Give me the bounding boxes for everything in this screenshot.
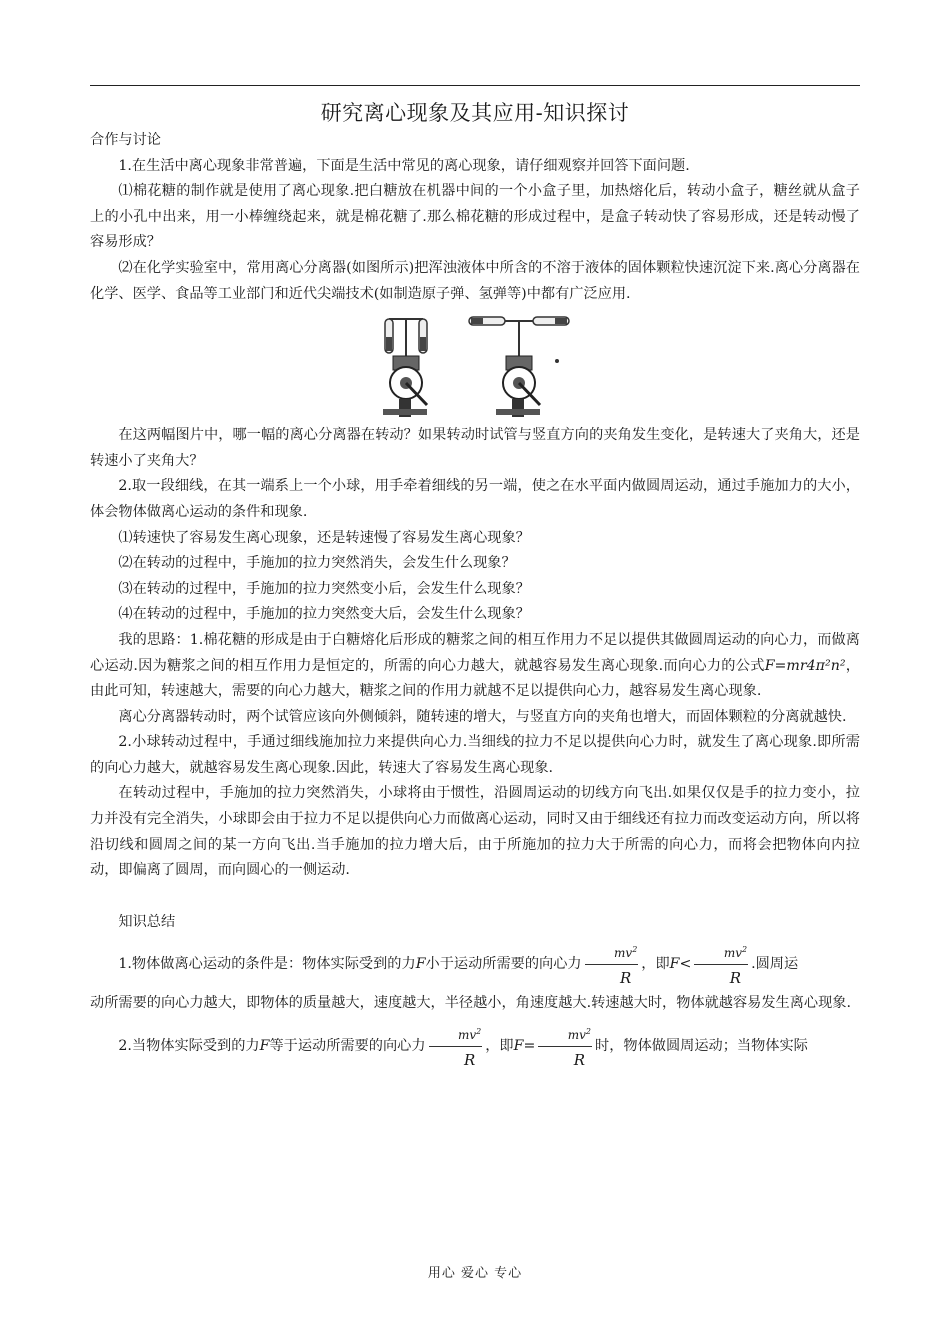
fraction-mv2-over-r: $\frac{mv^2}{R}$: [538, 1025, 592, 1067]
question-2-item: ⑵在转动的过程中，手施加的拉力突然消失，会发生什么现象？: [118, 555, 516, 572]
centrifuge-rotating-image: [467, 311, 571, 421]
question-1-intro: 1.在生活中离心现象非常普遍，下面是生活中常见的离心现象，请仔细观察并回答下面问题.: [118, 157, 690, 174]
thinking-paragraph-2: 离心分离器转动时，两个试管应该向外侧倾斜，随转速的增大，与竖直方向的夹角也增大，而固体颗粒的分离就越快.: [118, 708, 847, 725]
question-2-intro: 2.取一段细线，在其一端系上一个小球，用手牵着细线的另一端，使之在水平面内做圆周运动，通过手施加力的大小，体会物体做离心运动的条件和现象.: [90, 478, 860, 520]
thinking-paragraph-3: 2.小球转动过程中，手通过细线施加拉力来提供向心力.当细线的拉力不足以提供向心力时，就发生了离心现象.即所需的向心力越大，就越容易发生离心现象.因此，转速大了容易发生离心现象.: [90, 734, 860, 776]
section-heading-discussion: 合作与讨论: [90, 132, 161, 148]
question-2-item: ⑶在转动的过程中，手施加的拉力突然变小后，会发生什么现象？: [118, 580, 530, 597]
fraction-mv2-over-r: $\frac{mv^2}{R}$: [429, 1025, 483, 1067]
page-footer: 用心 爱心 专心: [427, 1266, 523, 1281]
fraction-mv2-over-r: $\frac{mv^2}{R}$: [585, 943, 639, 985]
top-rule: [90, 85, 860, 86]
document-body: [90, 128, 860, 1070]
page-title: 研究离心现象及其应用-知识探讨: [320, 101, 630, 125]
question-1-part-1: ⑴棉花糖的制作就是使用了离心现象.把白糖放在机器中间的一个小盒子里，加热熔化后，转动小盒子，糖丝就从盒子上的小孔中出来，用一小棒缠绕起来，就是棉花糖了.那么棉花糖的形成过程中，是盒子转动快了容易形成，还是转动慢了容易形成？: [90, 183, 860, 251]
summary-2: 2.当物体实际受到的力F等于运动所需要的向心力 $\frac{mv^2}{R}$ ，即F= $\frac{mv^2}{R}$ 时，物体做圆周运动；当物体实际: [118, 1027, 808, 1070]
summary-1-continued: 动所需要的向心力越大，即物体的质量越大，速度越大，半径越小，角速度越大.转速越大时，物体就越容易发生离心现象.: [90, 995, 851, 1012]
question-2-item: ⑴转速快了容易发生离心现象，还是转速慢了容易发生离心现象？: [118, 529, 530, 546]
question-2-item: ⑷在转动的过程中，手施加的拉力突然变大后，会发生什么现象？: [118, 606, 530, 623]
fraction-mv2-over-r: $\frac{mv^2}{R}$: [694, 943, 748, 985]
section-heading-summary: 知识总结: [118, 913, 176, 930]
centrifuge-figure: [90, 311, 860, 421]
summary-1: 1.物体做离心运动的条件是：物体实际受到的力F小于运动所需要的向心力 $\frac{mv^2}{R}$ ，即F< $\frac{mv^2}{R}$ .圆周运: [118, 945, 799, 988]
centrifuge-stationary-image: [379, 311, 435, 421]
centripetal-force-formula: F=mr4π²n²: [764, 657, 846, 674]
thinking-paragraph-4: 在转动过程中，手施加的拉力突然消失，小球将由于惯性，沿圆周运动的切线方向飞出.如果仅仅是手的拉力变小，拉力并没有完全消失，小球即会由于拉力不足以提供向心力而做离心运动，同时又由于细线还有拉力而改变运动方向，所以将沿切线和圆周之间的某一方向飞出.当手施加的拉力增大后，由于所施加的拉力大于所需的向心力，而将会把物体向内拉动，即偏离了圆周，而向圆心的一侧运动.: [90, 785, 860, 879]
question-1-part-2: ⑵在化学实验室中，常用离心分离器(如图所示)把浑浊液体中所含的不溶于液体的固体颗粒快速沉淀下来.离心分离器在化学、医学、食品等工业部门和近代尖端技术(如制造原子弹、氢弹等)中都有广泛应用.: [90, 259, 860, 302]
thinking-paragraph-1: 我的思路：1.棉花糖的形成是由于白糖熔化后形成的糖浆之间的相互作用力不足以提供其做圆周运动的向心力，而做离心运动.因为糖浆之间的相互作用力是恒定的，所需的向心力越大，就越容易发生离心现象.而向心力的公式F=mr4π²n²，由此可知，转速越大，需要的向心力越大，糖浆之间的作用力就越不足以提供向心力，越容易发生离心现象.: [90, 631, 860, 700]
question-1-after-figure: 在这两幅图片中，哪一幅的离心分离器在转动？如果转动时试管与竖直方向的夹角发生变化，是转速大了夹角大，还是转速小了夹角大？: [90, 427, 860, 469]
